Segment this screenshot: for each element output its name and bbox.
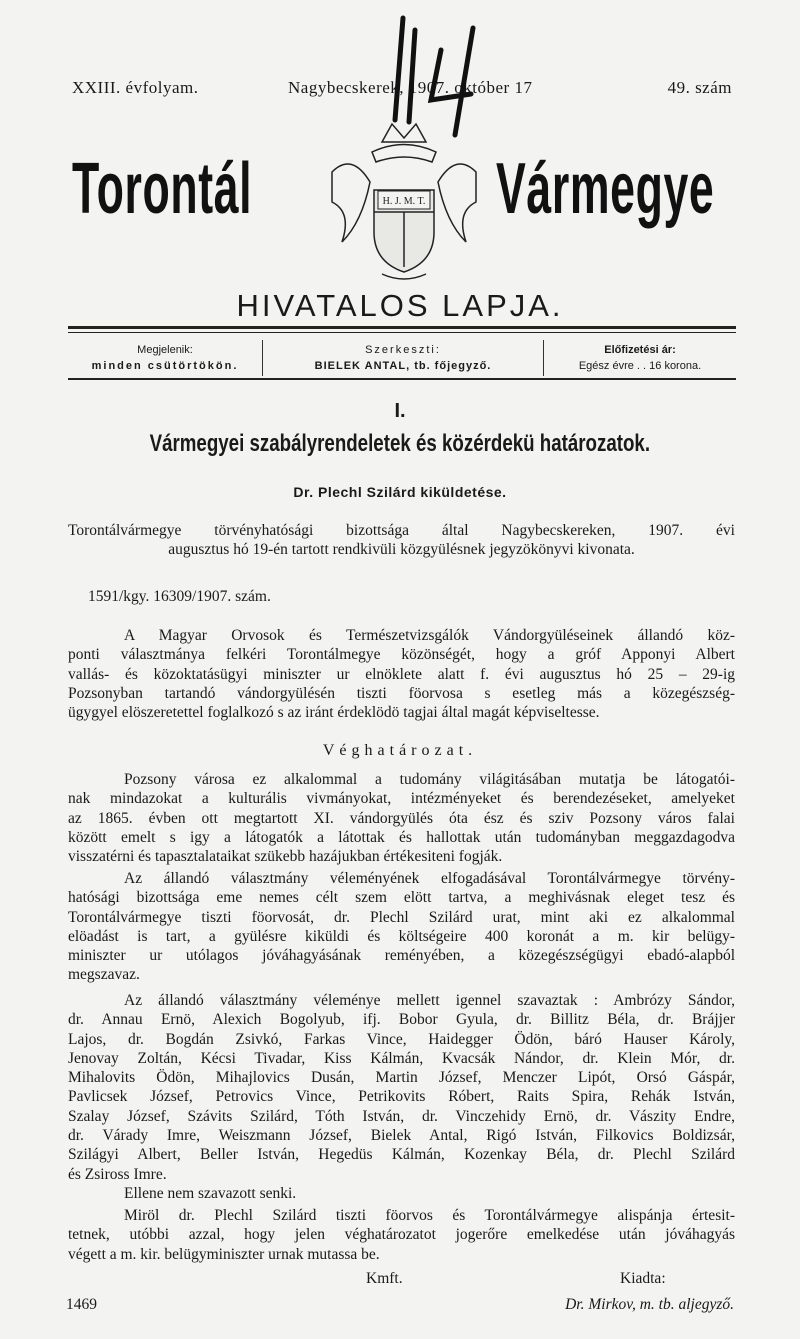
page-number: 1469 — [66, 1296, 97, 1313]
section-title-text: Vármegyei szabályrendeletek és közérdekü határozatok. — [149, 430, 651, 457]
section-number: I. — [394, 400, 406, 422]
article-title: Dr. Plechl Szilárd kiküldetése. — [293, 484, 507, 500]
divider — [68, 332, 736, 333]
signature: Dr. Mirkov, m. tb. aljegyző. — [565, 1296, 734, 1313]
text-line: végett a m. kir. belügyminiszter urnak mutassa be. — [68, 1245, 380, 1263]
text-line: augusztus hó 19-én tartott rendkivüli közgyülésnek jegyzökönyvi kivonata. — [168, 541, 635, 559]
text-line: visszatérni és tapasztalataikat szükebb hazájukban értékesiteni fogják. — [68, 848, 503, 866]
paragraph — [68, 1206, 735, 1264]
text-line: Pozsonyban tartandó vándorgyülésén tiszti föorvosa s esetleg más a közegészség- — [68, 684, 735, 702]
issued-by: Kiadta: — [620, 1270, 666, 1287]
place-date: Nagybecskerek, 1907. október 17 — [288, 78, 533, 97]
price-value: Egész évre . . 16 korona. — [578, 360, 702, 372]
title-right: Vármegye — [496, 149, 715, 229]
handwritten-number — [375, 10, 485, 145]
intro-paragraph — [68, 521, 735, 560]
text-line: vallás- és közoktatásügyi miniszter ur elnöklete alatt f. évi augusztus hó 25 – 29-ig — [68, 665, 735, 683]
text-line: Az állandó választmány véleménye mellett igennel szavaztak : Ambrózy Sándor, — [124, 992, 735, 1009]
editor-info — [263, 342, 543, 376]
divider — [68, 378, 736, 380]
paragraph — [68, 1184, 735, 1203]
paragraph — [68, 869, 735, 985]
text-line: megszavaz. — [68, 966, 140, 984]
paragraph — [68, 626, 735, 722]
price-info — [544, 342, 736, 376]
issue-number: 49. szám — [667, 78, 732, 97]
appears-value: minden csütörtökön. — [91, 360, 239, 372]
section-title — [0, 430, 800, 458]
text-line: dr. Várady Imre, Weiszmann József, Bielek Antal, Rigó István, Filkovics Boldizsár, — [68, 1127, 735, 1145]
text-line: dr. Annau Ernö, Alexich Bogolyub, ifj. Bobor Gyula, dr. Billitz Béla, dr. Brájjer — [68, 1011, 735, 1029]
text-line: Pavlicsek József, Petrovics Vince, Petrikovits Róbert, Raits Spira, Rehák István, — [68, 1088, 735, 1106]
text-line: miniszter ur utólagos jóváhagyásának reményében, a közegészségügyi ebadó-alapból — [68, 947, 735, 965]
editor-value: BIELEK ANTAL, tb. főjegyző. — [314, 360, 492, 372]
text-line: Ellene nem szavazott senki. — [124, 1185, 297, 1202]
resolution-heading: Véghatározat. — [322, 742, 478, 759]
divider — [68, 326, 736, 329]
coat-of-arms-text: H. J. M. T. — [382, 196, 426, 207]
text-line: Szilágyi Albert, Beller István, Hegedüs Kálmán, Kozenkay Béla, dr. Plechl Szilárd — [68, 1146, 735, 1164]
text-line: Szalay József, Szávits Szilárd, Tóth István, dr. Vinczehidy Ernö, dr. Vászity Endre, — [68, 1107, 735, 1125]
text-line: között emelt s igy a látogatók a látottak és hallottak után tudományban meggazdagodva — [68, 828, 735, 846]
title-left: Torontál — [72, 149, 253, 229]
paragraph — [68, 770, 735, 866]
paragraph — [68, 991, 735, 1184]
text-line: az 1865. évben ott megtartott XI. vándorgyülés óta ész és sziv Pozsony város falai — [68, 809, 735, 827]
price-label: Előfizetési ár: — [604, 344, 676, 356]
text-line: tetnek, utóbbi azzal, hogy jelen véghatározatot jogerőre emelkedése után jóváhagyás — [68, 1226, 735, 1244]
text-line: Torontálvármegye tiszti föorvosát, dr. Plechl Szilárd urat, mint aki ez alkalommal — [68, 908, 735, 926]
subtitle: HIVATALOS LAPJA. — [236, 288, 564, 323]
editor-label: Szerkeszti: — [365, 344, 441, 356]
text-line: Pozsony városa ez alkalommal a tudomány világitásában mutatja be látogatói- — [124, 771, 735, 788]
appears-label: Megjelenik: — [137, 344, 193, 356]
reference-number: 1591/kgy. 16309/1907. szám. — [88, 588, 271, 605]
text-line: Torontálvármegye törvényhatósági bizottsága által Nagybecskereken, 1907. évi — [68, 522, 735, 539]
text-line: és Zsiross Imre. — [68, 1165, 167, 1183]
volume: XXIII. évfolyam. — [72, 78, 199, 97]
text-line: ügygyel elöszeretettel foglalkozó s az iránt érdeklödö tagjai által magát képviseltesse. — [68, 704, 600, 722]
text-line: Az állandó választmány véleményének elfogadásával Torontálvármegye törvény- — [124, 870, 735, 887]
text-line: nak mindazokat a kulturális vivmányokat, intézményeket és berendezéseket, amelyeket — [68, 790, 735, 808]
text-line: A Magyar Orvosok és Természetvizsgálók Vándorgyüléseinek állandó köz- — [124, 627, 735, 644]
text-line: Lajos, dr. Bogdán Zsivkó, Farkas Vince, Haidegger Ödön, báró Hauser Károly, — [68, 1030, 735, 1048]
text-line: Miröl dr. Plechl Szilárd tiszti föorvos és Torontálvármegye alispánja értesit- — [124, 1207, 735, 1224]
text-line: Jenovay Zoltán, Kécsi Tivadar, Kiss Kálmán, Kvacsák Nándor, dr. Klein Mór, dr. — [68, 1049, 735, 1067]
appears-info — [68, 342, 262, 376]
text-line: ponti választmánya felkéri Torontálmegye közönségét, hogy a gróf Apponyi Albert — [68, 646, 735, 664]
text-line: elöadást is tart, a gyülésre kiküldi és költségeire 400 koronát a m. kir belügy- — [68, 927, 735, 945]
kmft: Kmft. — [366, 1270, 403, 1287]
text-line: hatósági bizottsága eme nemes célt szem elött tartva, a meghivásnak eleget tesz és — [68, 889, 735, 907]
text-line: Mihalovits Ödön, Mihajlovics Dusán, Martin József, Menczer Lipót, Orsó Gáspár, — [68, 1069, 735, 1087]
